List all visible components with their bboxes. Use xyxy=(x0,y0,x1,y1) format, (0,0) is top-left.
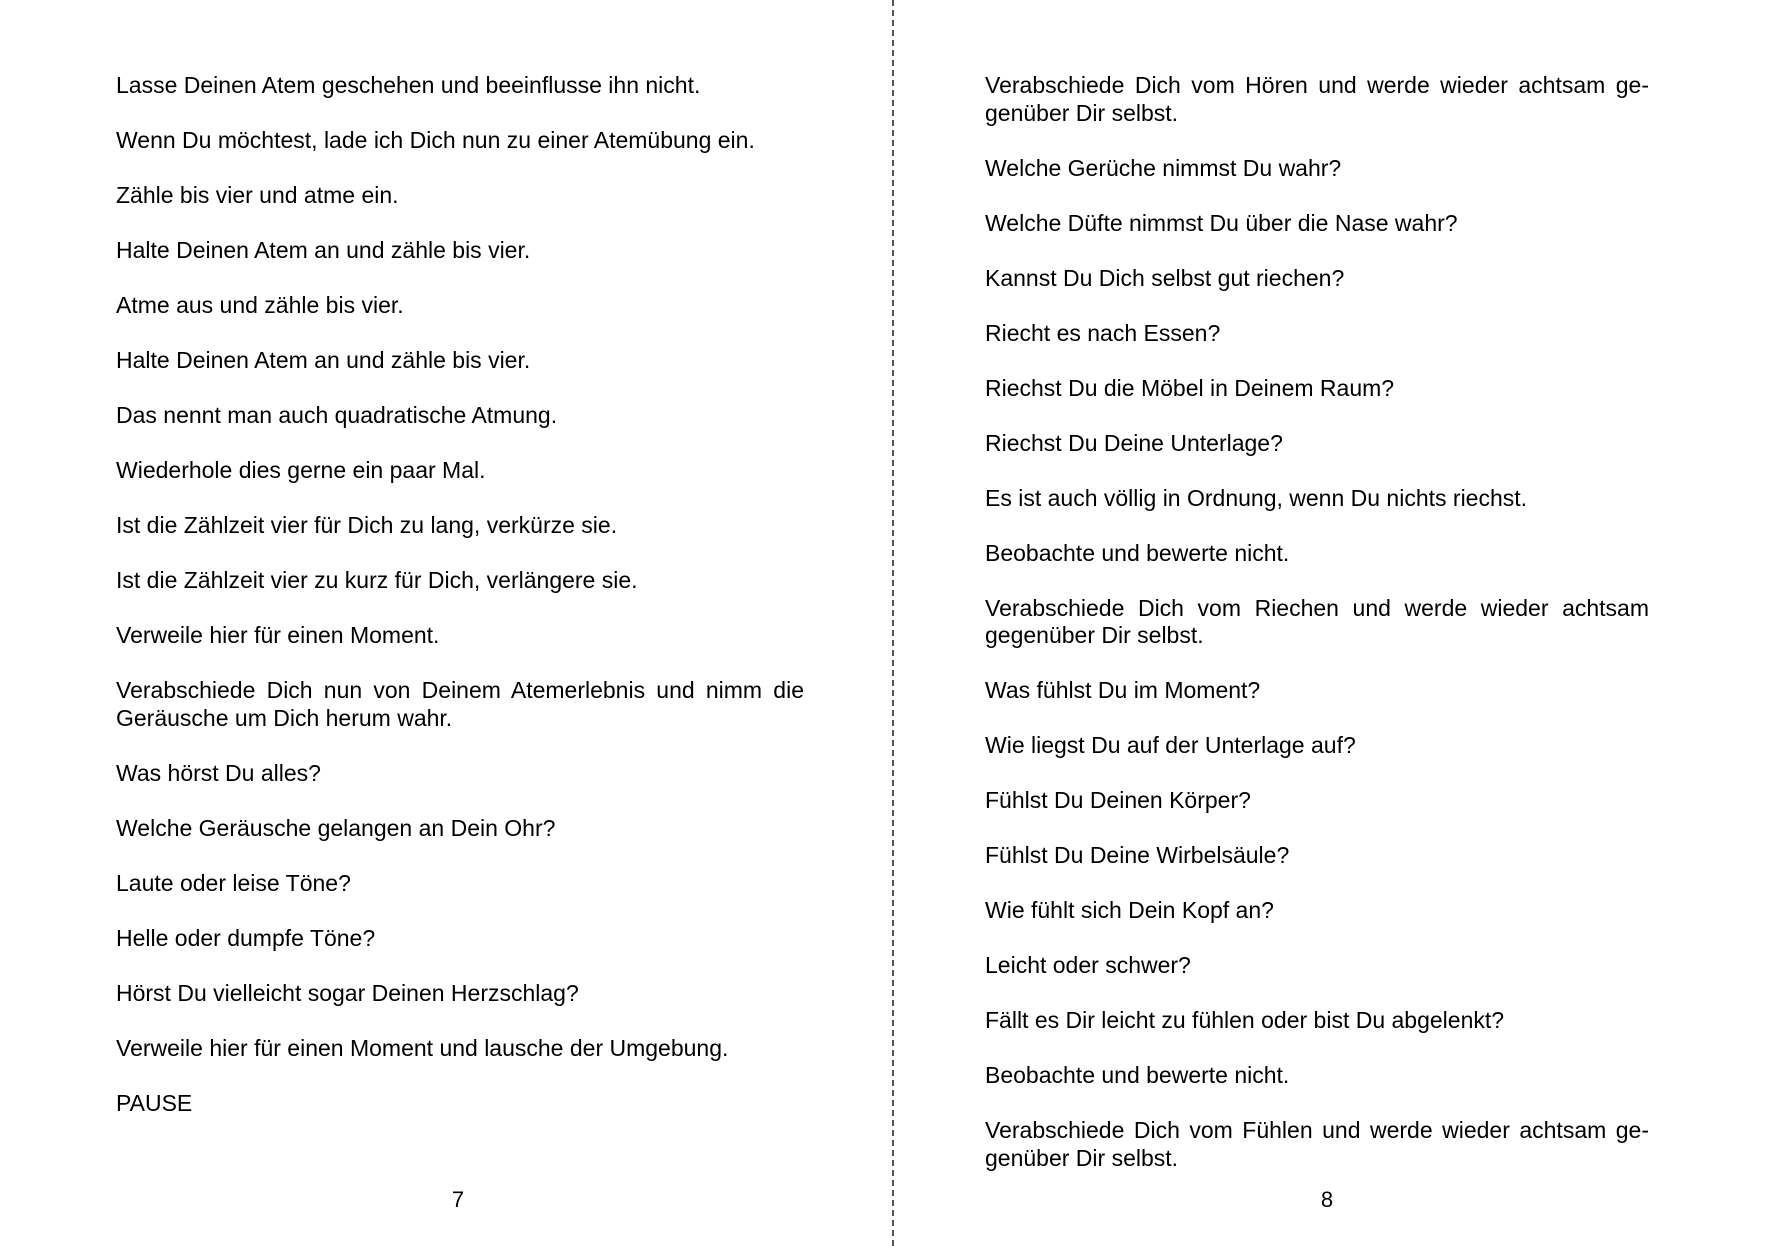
paragraph: PAUSE xyxy=(116,1089,193,1116)
paragraph: Das nennt man auch quadratische Atmung. xyxy=(116,402,558,428)
paragraph: Riecht es nach Essen? xyxy=(985,319,1221,346)
paragraph: Wie fühlt sich Dein Kopf an? xyxy=(985,897,1274,923)
paragraph: Lasse Deinen Atem geschehen und beeinflusse ihn nicht. xyxy=(116,72,701,98)
paragraph: Atme aus und zähle bis vier. xyxy=(116,292,404,318)
paragraph: Verweile hier für einen Moment und lausche der Umgebung. xyxy=(116,1034,729,1061)
paragraph: Zähle bis vier und atme ein. xyxy=(116,182,399,208)
page-number: 7 xyxy=(451,1187,465,1212)
paragraph: Wenn Du möchtest, lade ich Dich nun zu einer Atemübung ein. xyxy=(116,127,755,153)
paragraph: Leicht oder schwer? xyxy=(985,952,1191,978)
paragraph: Fühlst Du Deine Wirbelsäule? xyxy=(985,842,1290,868)
page-number: 8 xyxy=(1320,1187,1334,1212)
paragraph: Verweile hier für einen Moment. xyxy=(116,622,440,648)
paragraph: Verabschiede Dich vom Hören und werde wieder achtsam ge-genüber Dir selbst. xyxy=(985,72,1649,126)
paragraph: Welche Gerüche nimmst Du wahr? xyxy=(985,154,1342,181)
paragraph: Beobachte und bewerte nicht. xyxy=(985,1062,1290,1088)
paragraph: Wie liegst Du auf der Unterlage auf? xyxy=(985,732,1356,758)
paragraph: Fühlst Du Deinen Körper? xyxy=(985,787,1251,813)
left-page-text xyxy=(116,72,804,1145)
paragraph: Hörst Du vielleicht sogar Deinen Herzschlag? xyxy=(116,979,579,1006)
paragraph: Welche Düfte nimmst Du über die Nase wahr? xyxy=(985,209,1458,236)
paragraph: Was fühlst Du im Moment? xyxy=(985,677,1261,703)
paragraph: Verabschiede Dich nun von Deinem Atemerlebnis und nimm die Geräusche um Dich herum wahr. xyxy=(116,677,804,731)
paragraph: Beobachte und bewerte nicht. xyxy=(985,539,1290,566)
paragraph: Helle oder dumpfe Töne? xyxy=(116,924,376,951)
paragraph: Ist die Zählzeit vier zu kurz für Dich, verlängere sie. xyxy=(116,567,638,593)
paragraph: Wiederhole dies gerne ein paar Mal. xyxy=(116,457,486,483)
paragraph: Riechst Du die Möbel in Deinem Raum? xyxy=(985,374,1395,401)
right-page xyxy=(893,0,1782,1246)
paragraph: Verabschiede Dich vom Fühlen und werde wieder achtsam ge-genüber Dir selbst. xyxy=(985,1117,1649,1171)
paragraph: Was hörst Du alles? xyxy=(116,759,321,786)
paragraph: Fällt es Dir leicht zu fühlen oder bist Du abgelenkt? xyxy=(985,1007,1505,1033)
paragraph: Riechst Du Deine Unterlage? xyxy=(985,429,1283,456)
right-page-text xyxy=(985,72,1649,1200)
paragraph: Laute oder leise Töne? xyxy=(116,869,351,896)
paragraph: Halte Deinen Atem an und zähle bis vier. xyxy=(116,347,531,373)
paragraph: Welche Geräusche gelangen an Dein Ohr? xyxy=(116,814,556,841)
paragraph: Kannst Du Dich selbst gut riechen? xyxy=(985,264,1345,291)
paragraph: Es ist auch völlig in Ordnung, wenn Du nichts riechst. xyxy=(985,484,1528,511)
paragraph: Ist die Zählzeit vier für Dich zu lang, verkürze sie. xyxy=(116,512,618,538)
paragraph: Halte Deinen Atem an und zähle bis vier. xyxy=(116,237,531,263)
paragraph: Verabschiede Dich vom Riechen und werde wieder achtsam gegenüber Dir selbst. xyxy=(985,594,1649,648)
